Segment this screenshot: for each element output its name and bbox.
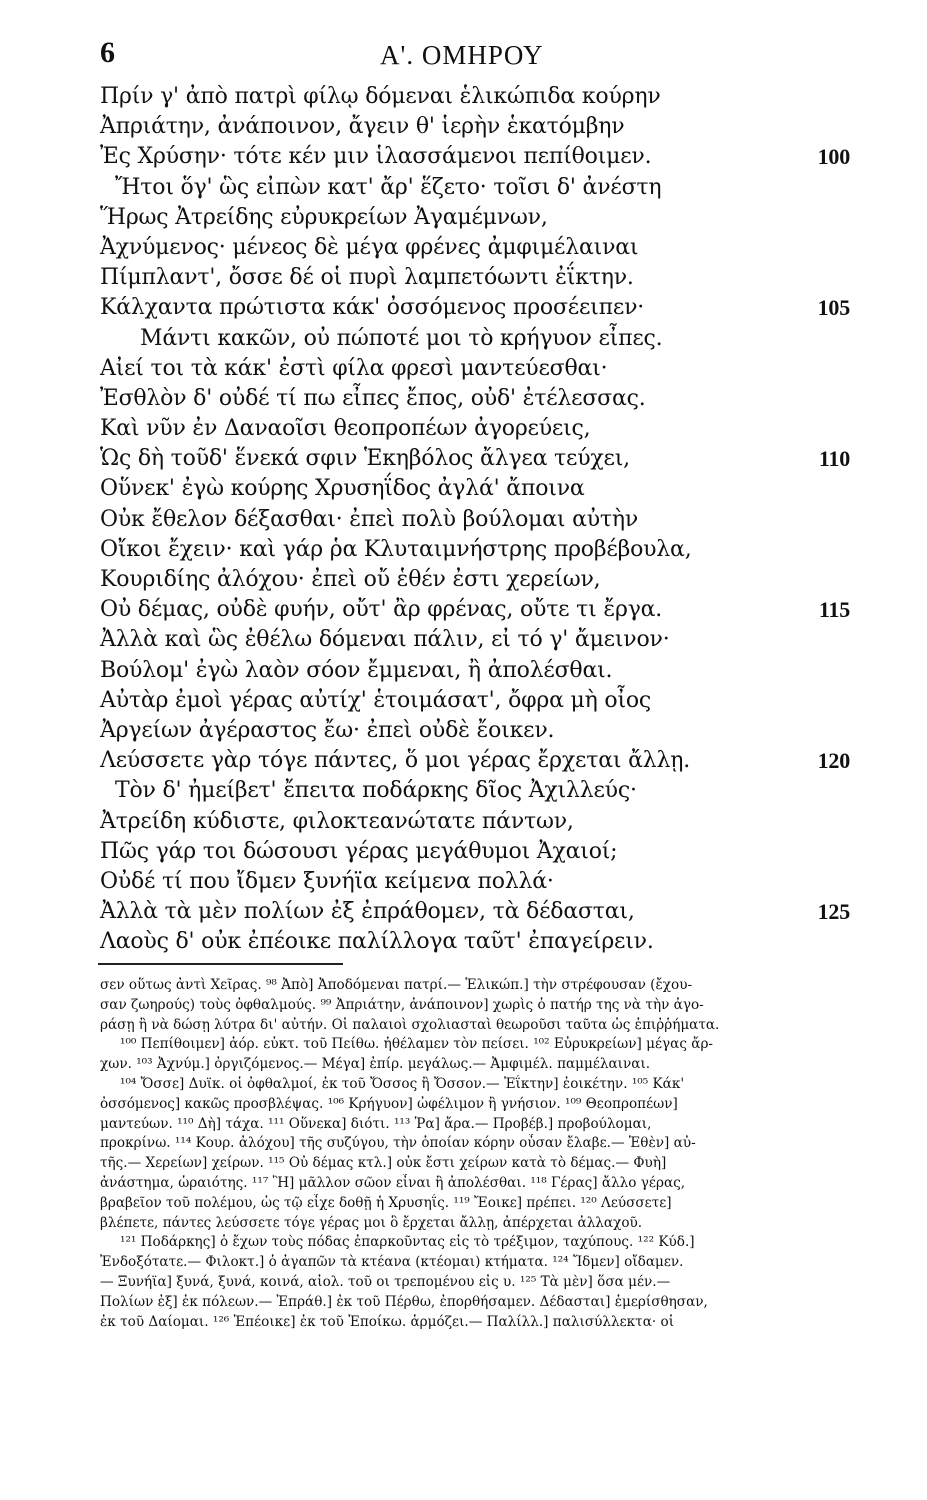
verse-line: Ἀτρείδη κύδιστε, φιλοκτεανώτατε πάντων, <box>100 808 574 834</box>
footnote-line: ἐκ τοῦ Δαίομαι. ¹²⁶ Ἐπέοικε] ἐκ τοῦ Ἐποίκω. ἁρμόζει.— Παλίλλ.] παλισύλλεκτα· οἱ <box>100 1313 675 1330</box>
line-number: 100 <box>817 144 850 170</box>
footnote-line: ὀσσόμενος] κακῶς προσβλέψας. ¹⁰⁶ Κρήγυον] ὠφέλιμον ἢ γνήσιον. ¹⁰⁹ Θεοπροπέων] <box>100 1095 678 1112</box>
verse-line: Βούλομ' ἐγὼ λαὸν σόον ἔμμεναι, ἢ ἀπολέσθαι. <box>100 657 613 683</box>
verse-line: Ἥρως Ἀτρείδης εὐρυκρείων Ἀγαμέμνων, <box>100 204 548 230</box>
verse-line: Ἀργείων ἀγέραστος ἔω· ἐπεὶ οὐδὲ ἔοικεν. <box>100 717 555 743</box>
verse-line: Πῶς γάρ τοι δώσουσι γέρας μεγάθυμοι Ἀχαιοί; <box>100 838 618 864</box>
footnote-line: χων. ¹⁰³ Ἀχνύμ.] ὀργιζόμενος.— Μέγα] ἐπίρ. μεγάλως.— Ἀμφιμέλ. παμμέλαιναι. <box>100 1056 651 1073</box>
verse-line: Αἰεί τοι τὰ κάκ' ἐστὶ φίλα φρεσὶ μαντεύεσθαι· <box>100 355 608 381</box>
footnote-line: ¹⁰⁴ Ὄσσε] Δυϊκ. οἱ ὀφθαλμοί, ἐκ τοῦ Ὄσσος ἢ Ὄσσον.— Ἐΐκτην] ἐοικέτην. ¹⁰⁵ Κάκ' <box>120 1075 685 1092</box>
line-number: 125 <box>817 899 850 925</box>
footnotes <box>100 976 840 1332</box>
line-number: 110 <box>818 446 850 472</box>
verse-line: Λαοὺς δ' οὐκ ἐπέοικε παλίλλογα ταῦτ' ἐπαγείρειν. <box>100 929 654 955</box>
page-number: 6 <box>100 36 115 69</box>
footnote-rule <box>98 963 343 965</box>
footnote-line: Ἐνδοξότατε.— Φιλοκτ.] ὁ ἀγαπῶν τὰ κτέανα (κτέομαι) κτήματα. ¹²⁴ Ἴδμεν] οἴδαμεν. <box>100 1254 684 1271</box>
verse-line: Ἀχνύμενος· μένεος δὲ μέγα φρένες ἀμφιμέλαιναι <box>100 234 639 260</box>
running-title: Α'. ΟΜΗΡΟΥ <box>380 40 544 70</box>
verse-line: Ἐσθλὸν δ' οὐδέ τί πω εἶπες ἔπος, οὐδ' ἐτέλεσσας. <box>100 385 646 411</box>
line-number: 115 <box>818 597 850 623</box>
verse-line: Αὐτὰρ ἐμοὶ γέρας αὐτίχ' ἑτοιμάσατ', ὄφρα μὴ οἶος <box>100 687 652 713</box>
line-number: 105 <box>817 295 850 321</box>
footnote-line: σεν οὕτως ἀντὶ Χεῖρας. ⁹⁸ Ἀπὸ] Ἀποδόμεναι πατρί.— Ἑλικώπ.] τὴν στρέφουσαν (ἔχου- <box>100 977 693 993</box>
footnote-line: βραβεῖον τοῦ πολέμου, ὡς τῷ εἶχε δοθῇ ἡ Χρυσηΐς. ¹¹⁹ Ἔοικε] πρέπει. ¹²⁰ Λεύσσετε] <box>100 1194 672 1211</box>
running-head <box>100 36 860 76</box>
footnote-line: μαντεύων. ¹¹⁰ Δὴ] τάχα. ¹¹¹ Οὕνεκα] διότι. ¹¹³ Ῥα] ἄρα.— Προβέβ.] προβούλομαι, <box>100 1115 652 1132</box>
verse-block <box>100 82 850 957</box>
footnote-line: ¹²¹ Ποδάρκης] ὁ ἔχων τοὺς πόδας ἐπαρκοῦντας εἰς τὸ τρέξιμον, ταχύπους. ¹²² Κύδ.] <box>120 1234 695 1251</box>
verse-line: Οὐδέ τί που ἴδμεν ξυνήϊα κείμενα πολλά· <box>100 868 554 894</box>
verse-line: Κουριδίης ἀλόχου· ἐπεὶ οὔ ἑθέν ἐστι χερείων, <box>100 567 601 592</box>
footnote-line: τῆς.— Χερείων] χείρων. ¹¹⁵ Οὐ δέμας κτλ.] οὐκ ἔστι χείρων κατὰ τὸ δέμας.— Φυὴ] <box>100 1155 667 1172</box>
verse-line: Πίμπλαντ', ὄσσε δέ οἱ πυρὶ λαμπετόωντι ἐΐκτην. <box>100 265 634 291</box>
footnote-line: σαν ζωηρούς) τοὺς ὀφθαλμούς. ⁹⁹ Ἀπριάτην, ἀνάποινον] χωρὶς ὁ πατήρ της νὰ τὴν ἀγο- <box>100 996 704 1013</box>
footnote-line: ¹⁰⁰ Πεπίθοιμεν] ἀόρ. εὐκτ. τοῦ Πείθω. ἠθέλαμεν τὸν πείσει. ¹⁰² Εὐρυκρείων] μέγας ἄρ- <box>120 1036 714 1053</box>
verse-line: Ἀλλὰ καὶ ὣς ἐθέλω δόμεναι πάλιν, εἰ τό γ' ἄμεινον· <box>100 627 670 653</box>
verse-line: Ἐς Χρύσην· τότε κέν μιν ἱλασσάμενοι πεπίθοιμεν. 100 <box>100 142 840 172</box>
footnote-line: ἀνάστημα, ὡραιότης. ¹¹⁷ Ἢ] μᾶλλον σῶον εἶναι ἢ ἀπολέσθαι. ¹¹⁸ Γέρας] ἄλλο γέρας, <box>100 1174 686 1191</box>
verse-line: Ἤτοι ὅγ' ὣς εἰπὼν κατ' ἄρ' ἕζετο· τοῖσι δ' ἀνέστη <box>115 174 662 200</box>
verse-line: Ἀπριάτην, ἀνάποινον, ἄγειν θ' ἱερὴν ἑκατόμβην <box>100 114 625 140</box>
footnote-line: ράσῃ ἢ νὰ δώσῃ λύτρα δι' αὐτήν. Οἱ παλαιοὶ σχολιασταὶ θεωροῦσι ταῦτα ὡς ἐπιῤῥήματα. <box>100 1016 720 1033</box>
verse-line: Μάντι κακῶν, οὐ πώποτέ μοι τὸ κρήγυον εἶπες. <box>140 325 663 351</box>
verse-line: Πρίν γ' ἀπὸ πατρὶ φίλῳ δόμεναι ἑλικώπιδα κούρην <box>100 84 661 109</box>
verse-line: Οὐ δέμας, οὐδὲ φυήν, οὔτ' ἂρ φρένας, οὔτε τι ἔργα. 115 <box>100 595 840 625</box>
verse-line: Οὐκ ἔθελον δέξασθαι· ἐπεὶ πολὺ βούλομαι αὐτὴν <box>100 506 639 532</box>
verse-line: Λεύσσετε γὰρ τόγε πάντες, ὅ μοι γέρας ἔρχεται ἄλλῃ. 120 <box>100 746 840 776</box>
verse-line: Κάλχαντα πρώτιστα κάκ' ὀσσόμενος προσέειπεν· 105 <box>100 293 840 323</box>
verse-line: Οἴκοι ἔχειν· καὶ γάρ ῥα Κλυταιμνήστρης προβέβουλα, <box>100 536 692 562</box>
footnote-line: βλέπετε, πάντες λεύσσετε τόγε γέρας μοι ὃ ἔρχεται ἄλλῃ, ἀπέρχεται ἀλλαχοῦ. <box>100 1214 643 1231</box>
footnote-line: Πολίων ἐξ] ἐκ πόλεων.— Ἐπράθ.] ἐκ τοῦ Πέρθω, ἐπορθήσαμεν. Δέδασται] ἐμερίσθησαν, <box>100 1293 708 1310</box>
footnote-line: προκρίνω. ¹¹⁴ Κουρ. ἀλόχου] τῆς συζύγου, τὴν ὁποίαν κόρην οὖσαν ἔλαβε.— Ἑθὲν] αὐ- <box>100 1135 696 1152</box>
verse-line: Ἀλλὰ τὰ μὲν πολίων ἐξ ἐπράθομεν, τὰ δέδασται, 125 <box>100 897 840 927</box>
verse-line: Τὸν δ' ἠμείβετ' ἔπειτα ποδάρκης δῖος Ἀχιλλεύς· <box>115 778 637 804</box>
verse-line: Ὡς δὴ τοῦδ' ἕνεκά σφιν Ἑκηβόλος ἄλγεα τεύχει, 110 <box>100 444 840 474</box>
verse-line: Οὕνεκ' ἐγὼ κούρης Χρυσηΐδος ἀγλά' ἄποινα <box>100 476 585 502</box>
line-number: 120 <box>817 748 850 774</box>
verse-line: Καὶ νῦν ἐν Δαναοῖσι θεοπροπέων ἀγορεύεις, <box>100 416 591 442</box>
footnote-line: — Ξυνήϊα] ξυνά, ξυνά, κοινά, αἰολ. τοῦ οι τρεπομένου εἰς υ. ¹²⁵ Τὰ μὲν] ὅσα μέν.— <box>100 1273 671 1290</box>
